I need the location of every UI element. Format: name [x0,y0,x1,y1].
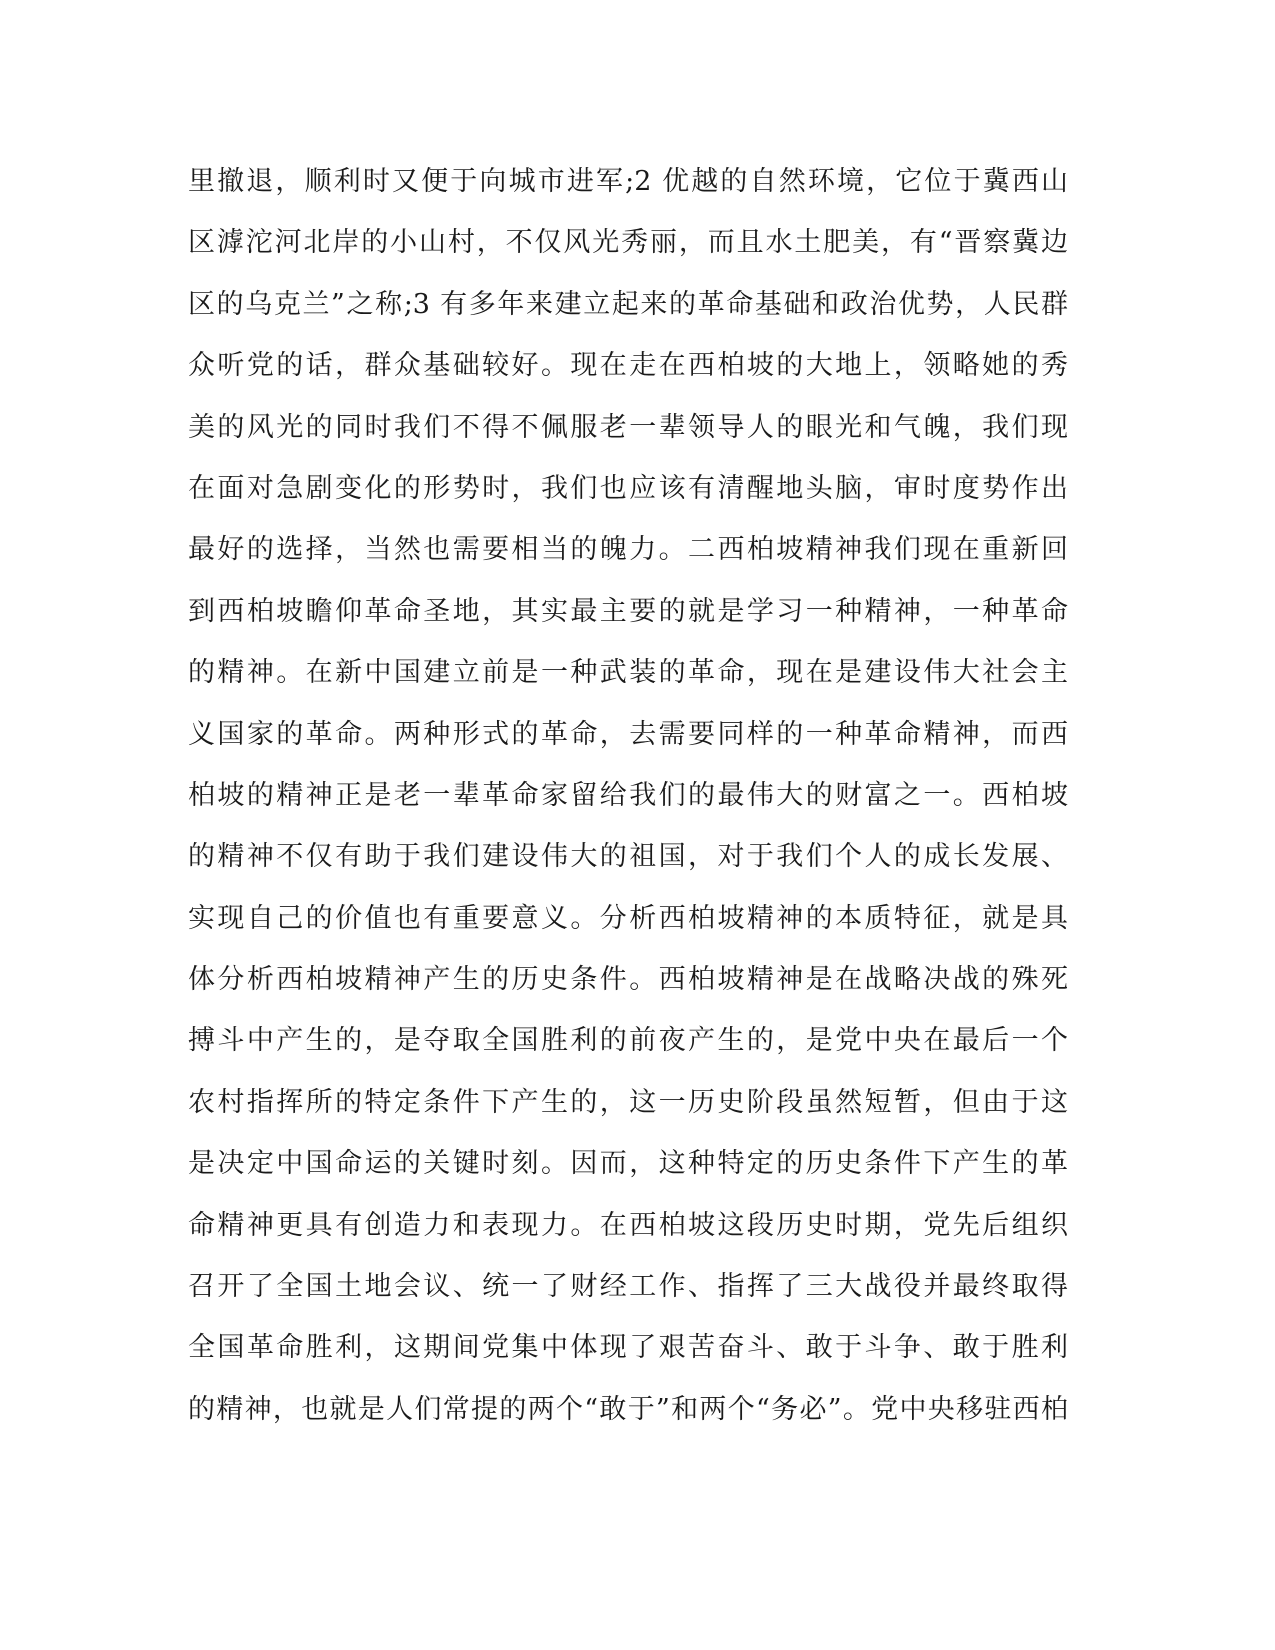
text-line: 的精神。在新中国建立前是一种武装的革命，现在是建设伟大社会主 [188,657,1068,689]
text-line: 到西柏坡瞻仰革命圣地，其实最主要的就是学习一种精神，一种革命 [188,595,1068,627]
text-line: 农村指挥所的特定条件下产生的，这一历史阶段虽然短暂，但由于这 [188,1086,1068,1118]
text-line: 区滹沱河北岸的小山村，不仅风光秀丽，而且水土肥美，有“晋察冀边 [188,227,1068,259]
text-line: 义国家的革命。两种形式的革命，去需要同样的一种革命精神，而西 [188,718,1068,750]
text-line: 体分析西柏坡精神产生的历史条件。西柏坡精神是在战略决战的殊死 [188,964,1068,996]
text-line: 的精神不仅有助于我们建设伟大的祖国，对于我们个人的成长发展、 [188,841,1068,873]
text-line: 命精神更具有创造力和表现力。在西柏坡这段历史时期，党先后组织 [188,1209,1068,1241]
text-line: 里撤退，顺利时又便于向城市进军;2 优越的自然环境，它位于冀西山 [188,166,1068,197]
text-line: 最好的选择，当然也需要相当的魄力。二西柏坡精神我们现在重新回 [188,534,1068,566]
text-line: 众听党的话，群众基础较好。现在走在西柏坡的大地上，领略她的秀 [188,350,1068,382]
text-line: 搏斗中产生的，是夺取全国胜利的前夜产生的，是党中央在最后一个 [188,1025,1068,1057]
text-line: 召开了全国土地会议、统一了财经工作、指挥了三大战役并最终取得 [188,1271,1068,1303]
text-line: 区的乌克兰”之称;3 有多年来建立起来的革命基础和政治优势，人民群 [188,288,1068,320]
body-text [188,162,1068,1451]
text-line: 在面对急剧变化的形势时，我们也应该有清醒地头脑，审时度势作出 [188,472,1068,504]
text-line: 美的风光的同时我们不得不佩服老一辈领导人的眼光和气魄，我们现 [188,411,1068,443]
text-line: 全国革命胜利，这期间党集中体现了艰苦奋斗、敢于斗争、敢于胜利 [188,1332,1068,1364]
text-line: 实现自己的价值也有重要意义。分析西柏坡精神的本质特征，就是具 [188,902,1068,934]
text-line: 是决定中国命运的关键时刻。因而，这种特定的历史条件下产生的革 [188,1148,1068,1180]
text-line: 柏坡的精神正是老一辈革命家留给我们的最伟大的财富之一。西柏坡 [188,779,1068,811]
text-line: 的精神，也就是人们常提的两个“敢于”和两个“务必”。党中央移驻西柏 [188,1393,1068,1425]
